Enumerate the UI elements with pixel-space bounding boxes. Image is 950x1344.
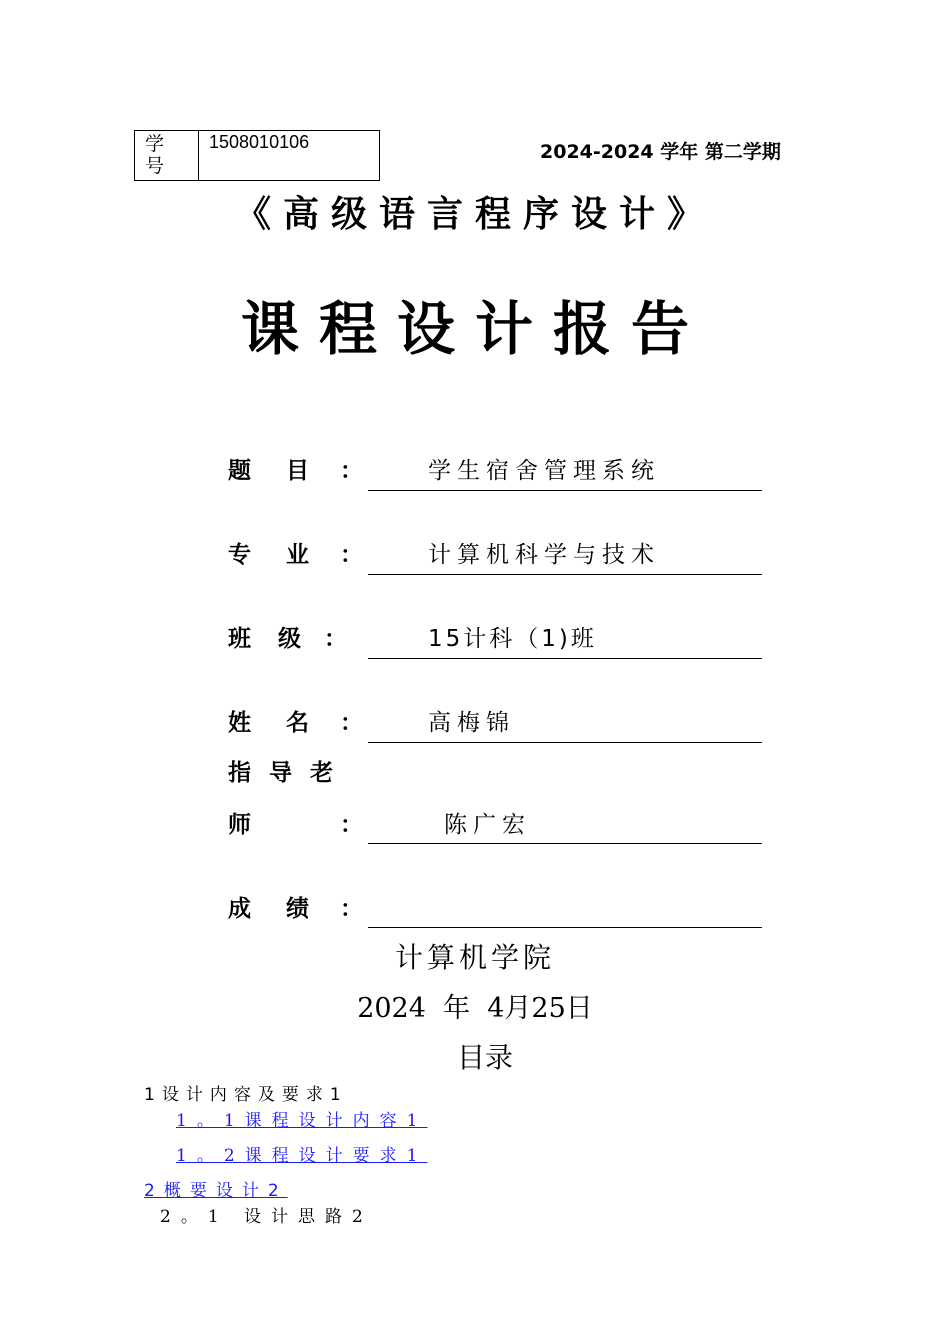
- major-value: 计算机科学与技术: [428, 542, 660, 568]
- report-title: 课程设计报告: [240, 295, 709, 363]
- name-label-char2: 名: [286, 710, 309, 736]
- major-label-char1: 专: [228, 542, 251, 568]
- name-label-char1: 姓: [228, 710, 251, 736]
- topic-underline: [368, 490, 762, 491]
- class-underline: [368, 658, 762, 659]
- student-id-value: 1508010106: [209, 132, 310, 152]
- topic-label-char2: 目: [286, 458, 309, 484]
- grade-label-char1: 成: [228, 896, 251, 922]
- topic-label-char1: 题: [228, 458, 251, 484]
- toc-link[interactable]: 1。2课程设计要求1: [176, 1146, 428, 1166]
- name-underline: [368, 742, 762, 743]
- toc-link[interactable]: 1。1课程设计内容1: [176, 1111, 428, 1131]
- name-value: 高梅锦: [428, 710, 515, 736]
- grade-label-char2: 绩: [286, 896, 309, 922]
- advisor-underline: [368, 843, 762, 844]
- toc-item[interactable]: 2。1 设计思路2: [160, 1207, 373, 1227]
- topic-label-colon: ：: [340, 458, 363, 484]
- class-label-char2: 级: [278, 626, 301, 652]
- academic-term: 2024-2024 学年 第二学期: [540, 141, 781, 163]
- major-label-colon: ：: [340, 542, 363, 568]
- report-date: 2024 年 4月25日: [357, 993, 593, 1024]
- toc-title: 目录: [456, 1041, 513, 1074]
- class-label-char1: 班: [228, 626, 251, 652]
- college-name: 计算机学院: [394, 941, 555, 974]
- class-value: 15计科（1)班: [428, 626, 597, 652]
- course-title: 《高级语言程序设计》: [234, 194, 715, 235]
- advisor-value: 陈广宏: [444, 812, 531, 838]
- toc-item[interactable]: 1设计内容及要求1: [144, 1085, 348, 1105]
- major-label-char2: 业: [286, 542, 309, 568]
- advisor-label-line1: 指导老: [228, 760, 351, 786]
- grade-underline: [368, 927, 762, 928]
- toc-link[interactable]: 2概要设计2: [144, 1181, 288, 1201]
- name-label-colon: ：: [340, 710, 363, 736]
- grade-label-colon: ：: [340, 896, 363, 922]
- advisor-label-line2: 师: [228, 812, 251, 838]
- student-id-label-cell: [135, 131, 199, 180]
- major-underline: [368, 574, 762, 575]
- class-label-colon: ：: [324, 626, 347, 652]
- topic-value: 学生宿舍管理系统: [428, 458, 660, 484]
- student-id-label: 学号: [145, 133, 165, 177]
- student-id-box: [134, 130, 380, 181]
- advisor-label-colon: ：: [340, 812, 363, 838]
